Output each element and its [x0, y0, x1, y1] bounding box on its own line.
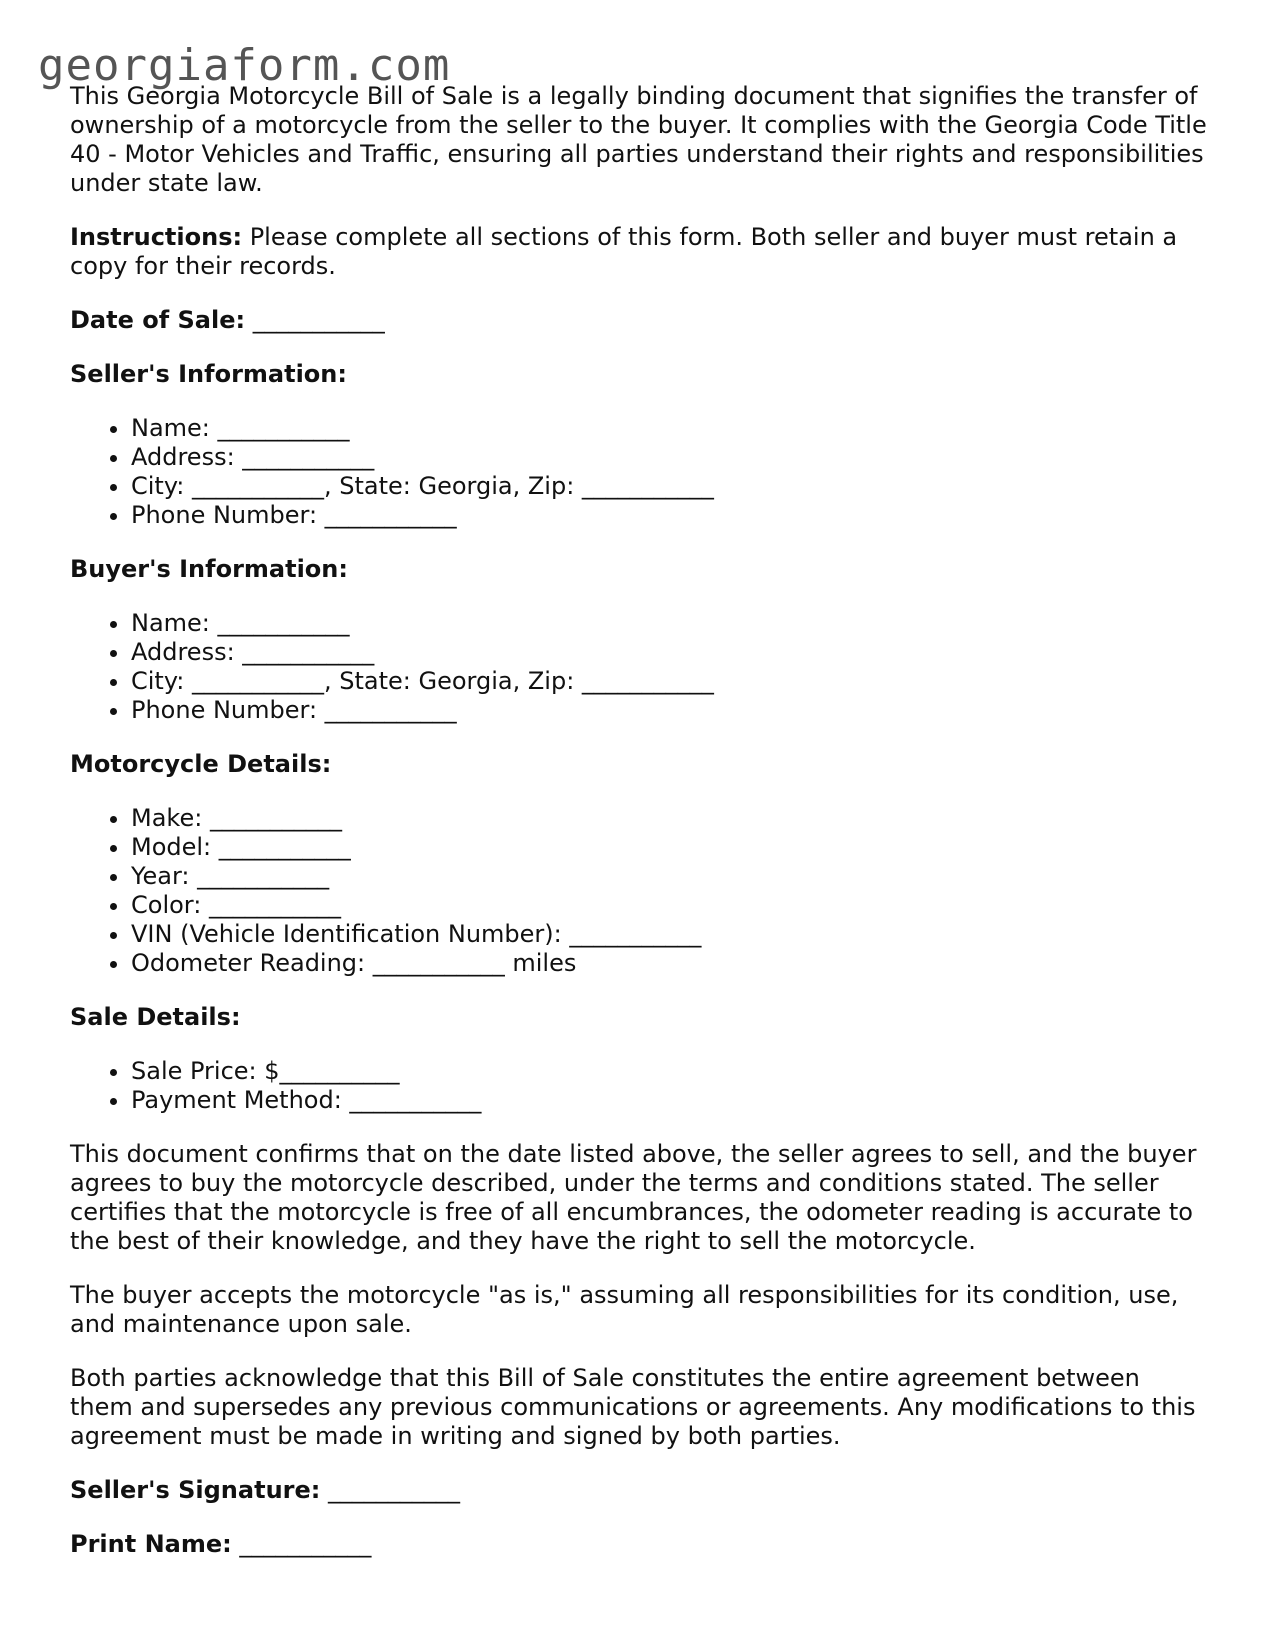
print-name-label: Print Name:: [70, 1530, 232, 1558]
seller-name-field[interactable]: • Name: ___________: [131, 414, 1210, 443]
buyer-info-list: [70, 609, 1210, 725]
buyer-phone-field[interactable]: • Phone Number: ___________: [131, 696, 1210, 725]
seller-info-heading: Seller's Information:: [70, 360, 347, 388]
seller-signature-field[interactable]: [70, 1476, 1210, 1505]
bill-of-sale-document: [70, 82, 1210, 1584]
seller-signature-blank[interactable]: ___________: [320, 1476, 460, 1504]
seller-info-list: [70, 414, 1210, 530]
print-name-field[interactable]: [70, 1530, 1210, 1559]
date-of-sale-field[interactable]: [70, 306, 1210, 335]
instructions-label: Instructions:: [70, 223, 243, 251]
model-field[interactable]: • Model: ___________: [131, 833, 1210, 862]
confirmation-paragraph: This document confirms that on the date listed above, the seller agrees to sell, and the buyer agrees to buy the motorcycle described, under the terms and conditions stated. The seller certifies that the motorcycle is free of all encumbrances, the odometer reading is accurate to the best of their knowledge, and they have the right to sell the motorcycle.: [70, 1140, 1197, 1255]
sale-details-list: [70, 1057, 1210, 1115]
as-is-paragraph: The buyer accepts the motorcycle "as is," assuming all responsibilities for its condition, use, and maintenance upon sale.: [70, 1281, 1179, 1338]
seller-phone-field[interactable]: • Phone Number: ___________: [131, 501, 1210, 530]
buyer-name-field[interactable]: • Name: ___________: [131, 609, 1210, 638]
motorcycle-details-list: [70, 804, 1210, 978]
sale-price-field[interactable]: • Sale Price: $__________: [131, 1057, 1210, 1086]
buyer-address-field[interactable]: • Address: ___________: [131, 638, 1210, 667]
buyer-info-heading: Buyer's Information:: [70, 555, 348, 583]
odometer-field[interactable]: • Odometer Reading: ___________ miles: [131, 949, 1210, 978]
seller-signature-label: Seller's Signature:: [70, 1476, 321, 1504]
year-field[interactable]: • Year: ___________: [131, 862, 1210, 891]
site-watermark: georgiaform.com: [38, 40, 451, 91]
entire-agreement-paragraph: Both parties acknowledge that this Bill of Sale constitutes the entire agreement between them and supersedes any previous communications or agreements. Any modifications to this agreement must be made in writing and signed by both parties.: [70, 1364, 1196, 1450]
buyer-city-state-zip-field[interactable]: • City: ___________, State: Georgia, Zip: ___________: [131, 667, 1210, 696]
date-of-sale-blank[interactable]: ___________: [245, 306, 385, 334]
color-field[interactable]: • Color: ___________: [131, 891, 1210, 920]
seller-address-field[interactable]: • Address: ___________: [131, 443, 1210, 472]
intro-paragraph: This Georgia Motorcycle Bill of Sale is a legally binding document that signifies the transfer of ownership of a motorcycle from the seller to the buyer. It complies with the Georgia Code Title 40 - Motor Vehicles and Traffic, ensuring all parties understand their rights and responsibilities under state law.: [70, 82, 1207, 197]
vin-field[interactable]: • VIN (Vehicle Identification Number): ___________: [131, 920, 1210, 949]
date-of-sale-label: Date of Sale:: [70, 306, 246, 334]
motorcycle-details-heading: Motorcycle Details:: [70, 750, 332, 778]
seller-city-state-zip-field[interactable]: • City: ___________, State: Georgia, Zip: ___________: [131, 472, 1210, 501]
print-name-blank[interactable]: ___________: [231, 1530, 372, 1558]
instructions-paragraph: [70, 223, 1210, 281]
instructions-text: Please complete all sections of this form. Both seller and buyer must retain a copy for their records.: [70, 223, 1178, 280]
make-field[interactable]: • Make: ___________: [131, 804, 1210, 833]
sale-details-heading: Sale Details:: [70, 1003, 241, 1031]
payment-method-field[interactable]: • Payment Method: ___________: [131, 1086, 1210, 1115]
